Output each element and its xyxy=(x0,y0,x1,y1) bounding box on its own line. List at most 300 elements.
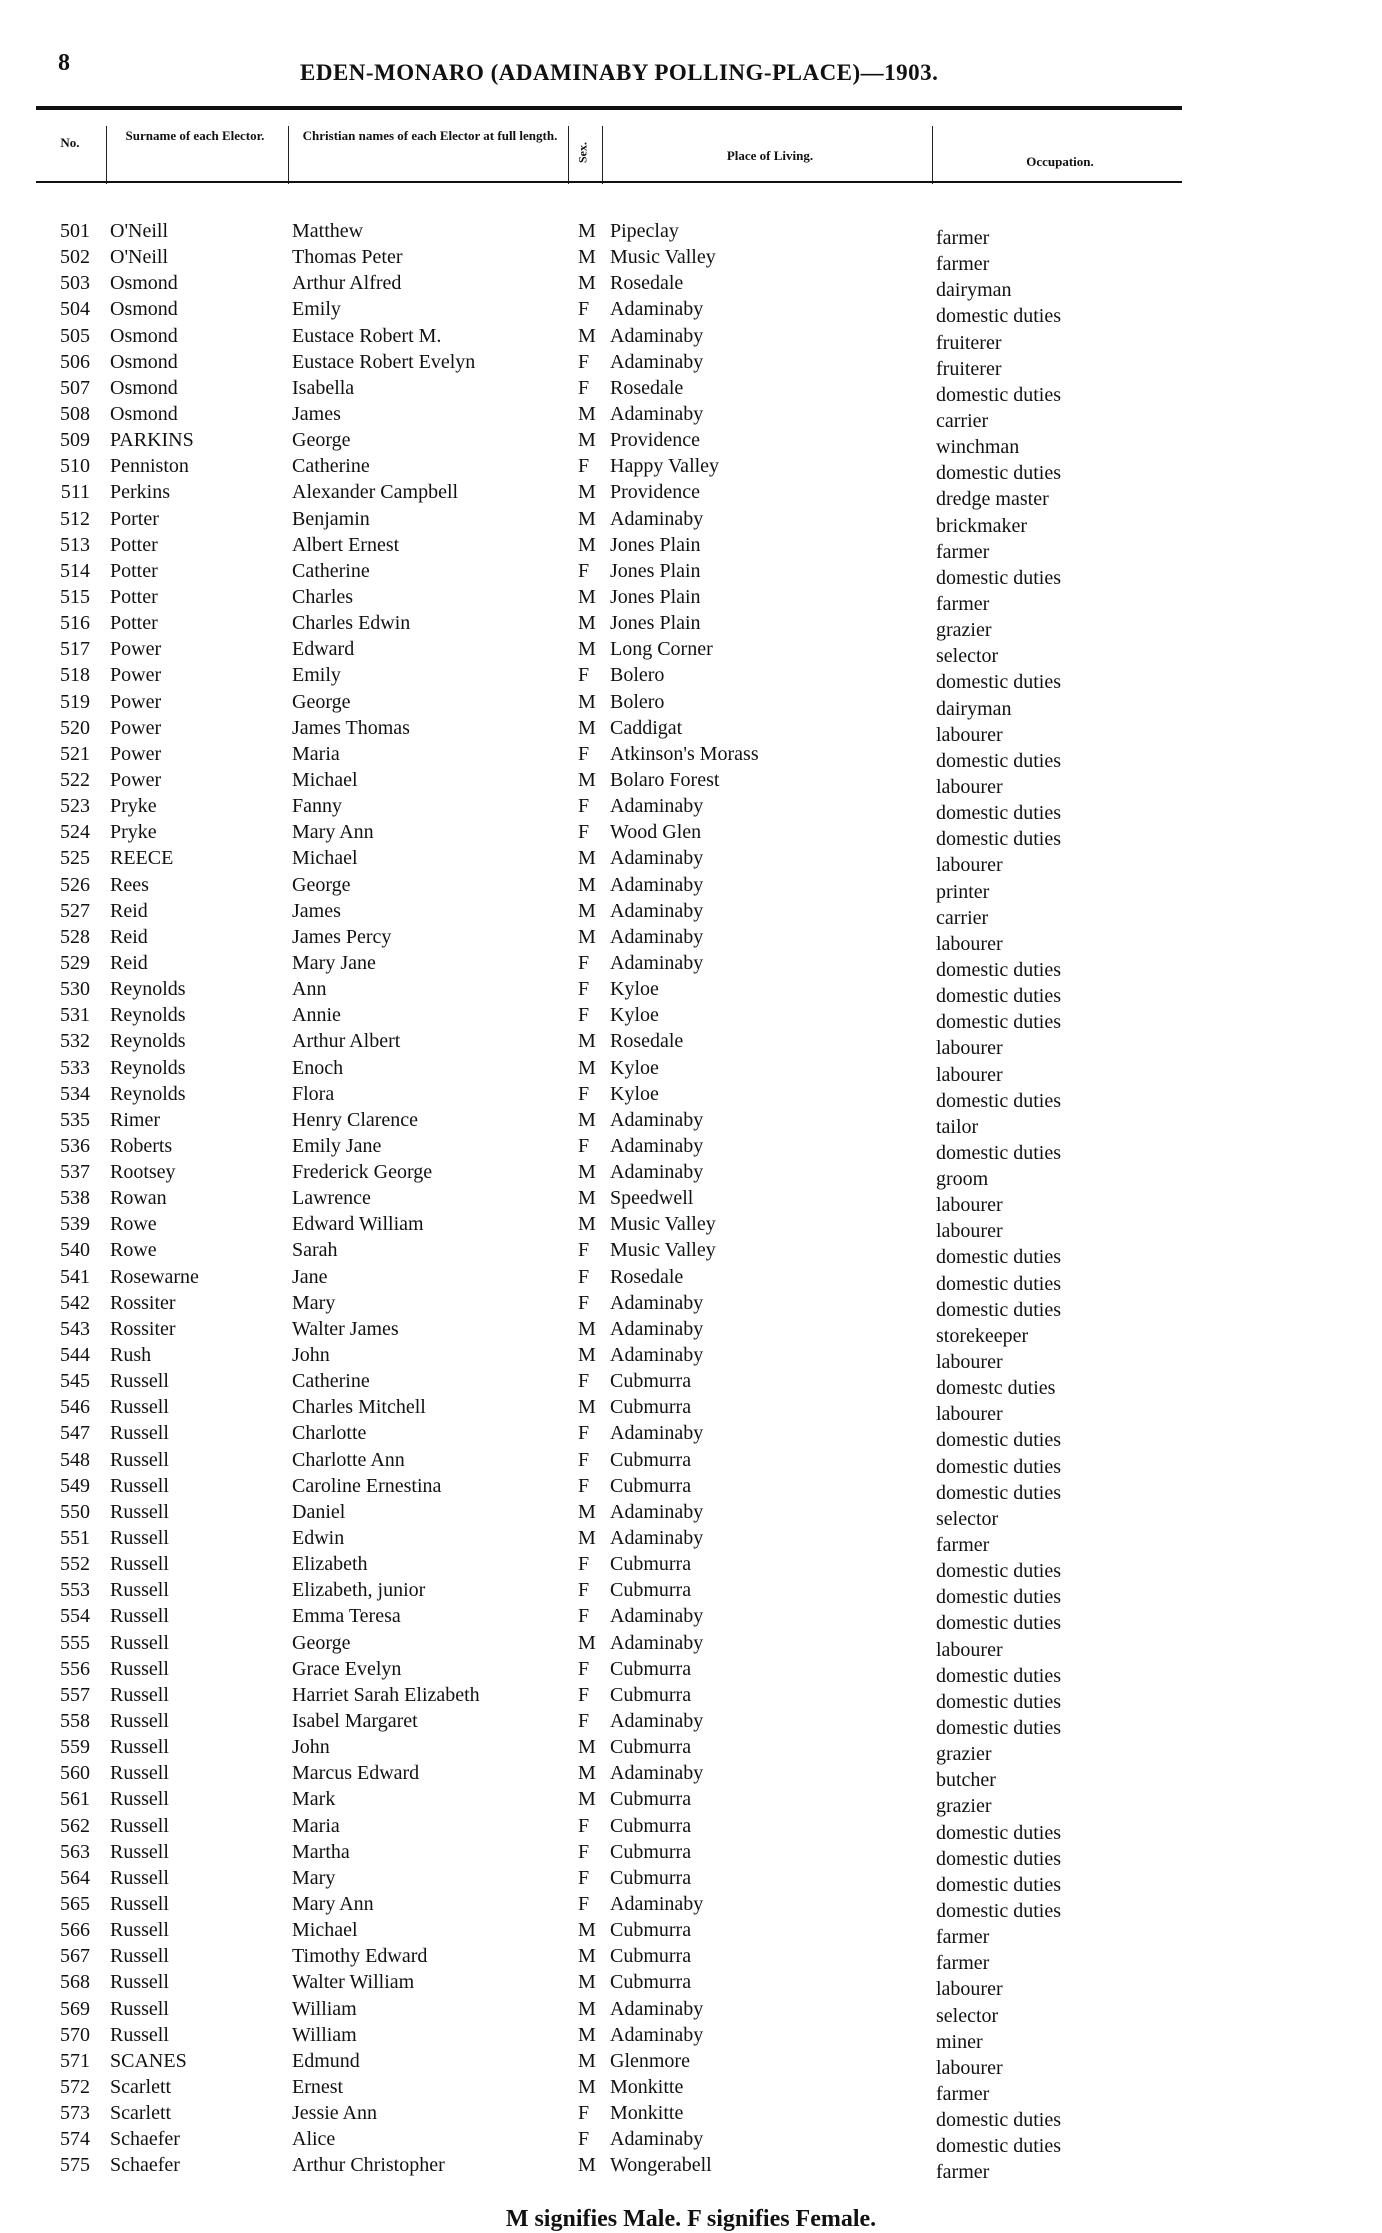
table-row xyxy=(0,1969,1382,2001)
elector-christian-names: Charles xyxy=(292,585,354,608)
table-row xyxy=(0,1002,1382,1034)
elector-christian-names: Edward xyxy=(292,638,355,661)
elector-occupation: farmer xyxy=(936,1534,990,1557)
elector-christian-names: Jessie Ann xyxy=(292,2102,377,2125)
elector-place-of-living: Cubmurra xyxy=(610,1657,692,1680)
elector-occupation: domestic duties xyxy=(936,383,1061,406)
elector-number: 525 xyxy=(60,847,90,870)
elector-surname: Russell xyxy=(110,1631,169,1654)
elector-number: 548 xyxy=(60,1448,90,1471)
elector-occupation: farmer xyxy=(936,227,990,249)
elector-surname: Roberts xyxy=(110,1134,173,1157)
elector-christian-names: Mary xyxy=(292,1291,336,1314)
elector-place-of-living: Adaminaby xyxy=(610,2128,704,2151)
elector-place-of-living: Adaminaby xyxy=(610,925,704,948)
elector-place-of-living: Adaminaby xyxy=(610,1134,704,1157)
elector-occupation: domestic duties xyxy=(936,1455,1061,1478)
elector-surname: Pryke xyxy=(110,821,157,844)
header-top-rule xyxy=(36,106,1182,110)
elector-number: 538 xyxy=(60,1187,90,1210)
elector-surname: Osmond xyxy=(110,376,178,399)
table-row xyxy=(0,872,1382,903)
elector-place-of-living: Monkitte xyxy=(610,2075,684,2098)
table-row xyxy=(0,2074,1382,2105)
elector-place-of-living: Adaminaby xyxy=(610,1631,704,1654)
elector-place-of-living: Adaminaby xyxy=(610,324,704,347)
elector-place-of-living: Kyloe xyxy=(610,1082,659,1105)
elector-christian-names: George xyxy=(292,873,351,896)
elector-surname: Reynolds xyxy=(110,1082,186,1105)
elector-sex: F xyxy=(578,1004,590,1027)
elector-number: 561 xyxy=(60,1788,90,1811)
elector-surname: Russell xyxy=(110,1370,169,1393)
elector-surname: Rossiter xyxy=(110,1317,176,1340)
elector-surname: Reynolds xyxy=(110,1056,186,1079)
elector-christian-names: Martha xyxy=(292,1840,350,1863)
elector-number: 553 xyxy=(60,1579,90,1602)
elector-surname: Russell xyxy=(110,1422,169,1445)
elector-number: 515 xyxy=(60,585,90,608)
elector-place-of-living: Rosedale xyxy=(610,1030,684,1053)
elector-number: 556 xyxy=(60,1657,90,1680)
elector-occupation: grazier xyxy=(936,619,992,642)
elector-occupation: domestic duties xyxy=(936,1821,1061,1844)
elector-occupation: selector xyxy=(936,645,999,668)
elector-place-of-living: Kyloe xyxy=(610,1056,659,1079)
elector-sex: F xyxy=(578,298,590,321)
elector-place-of-living: Adaminaby xyxy=(610,507,704,530)
table-row xyxy=(0,1943,1382,1975)
elector-place-of-living: Adaminaby xyxy=(610,1108,704,1131)
elector-number: 537 xyxy=(60,1161,90,1184)
elector-occupation: domestc duties xyxy=(936,1377,1056,1400)
elector-christian-names: Mark xyxy=(292,1788,336,1811)
elector-number: 532 xyxy=(60,1030,90,1053)
elector-surname: Reynolds xyxy=(110,1004,186,1027)
elector-christian-names: Arthur Albert xyxy=(292,1030,401,1053)
elector-place-of-living: Bolero xyxy=(610,664,665,687)
table-row xyxy=(0,1786,1382,1818)
elector-occupation: labourer xyxy=(936,723,1003,746)
elector-sex: F xyxy=(578,455,590,478)
table-row xyxy=(0,349,1382,380)
elector-christian-names: Annie xyxy=(292,1004,341,1027)
elector-number: 566 xyxy=(60,1919,90,1942)
elector-surname: Rowan xyxy=(110,1187,167,1210)
elector-surname: Potter xyxy=(110,585,158,608)
elector-place-of-living: Adaminaby xyxy=(610,1161,704,1184)
elector-sex: M xyxy=(578,507,596,530)
elector-occupation: labourer xyxy=(936,1978,1003,2001)
elector-surname: Rosewarne xyxy=(110,1265,199,1288)
elector-christian-names: Catherine xyxy=(292,1370,370,1393)
elector-number: 555 xyxy=(60,1631,90,1654)
elector-place-of-living: Rosedale xyxy=(610,272,684,295)
elector-christian-names: Alice xyxy=(292,2128,336,2151)
table-row xyxy=(0,218,1382,249)
table-row xyxy=(0,2048,1382,2079)
elector-number: 522 xyxy=(60,768,90,791)
elector-sex: M xyxy=(578,2049,596,2072)
elector-surname: Rush xyxy=(110,1344,152,1367)
table-row xyxy=(0,427,1382,459)
elector-occupation: labourer xyxy=(936,1063,1003,1086)
elector-occupation: labourer xyxy=(936,775,1003,798)
elector-number: 572 xyxy=(60,2075,90,2098)
table-row xyxy=(0,1368,1382,1400)
elector-sex: F xyxy=(578,742,590,765)
elector-occupation: labourer xyxy=(936,1403,1003,1426)
elector-surname: Russell xyxy=(110,1710,169,1733)
elector-sex: F xyxy=(578,1657,590,1680)
elector-sex: M xyxy=(578,1736,596,1759)
table-row xyxy=(0,1185,1382,1217)
elector-occupation: farmer xyxy=(936,1926,990,1949)
elector-number: 534 xyxy=(60,1082,90,1105)
table-row xyxy=(0,558,1382,589)
elector-sex: F xyxy=(578,1840,590,1863)
table-row xyxy=(0,1342,1382,1374)
column-separator xyxy=(602,126,603,184)
elector-surname: Russell xyxy=(110,1866,169,1889)
elector-number: 564 xyxy=(60,1866,90,1889)
table-row xyxy=(0,2152,1382,2184)
elector-surname: Russell xyxy=(110,1814,169,1837)
elector-occupation: domestic duties xyxy=(936,305,1061,328)
elector-occupation: grazier xyxy=(936,1743,992,1766)
table-row xyxy=(0,375,1382,406)
elector-sex: M xyxy=(578,272,596,295)
elector-occupation: farmer xyxy=(936,540,990,563)
table-row xyxy=(0,1420,1382,1452)
elector-christian-names: Emily xyxy=(292,664,341,687)
elector-place-of-living: Kyloe xyxy=(610,1004,659,1027)
table-row xyxy=(0,296,1382,328)
elector-occupation: tailor xyxy=(936,1115,979,1138)
elector-occupation: labourer xyxy=(936,1638,1003,1661)
elector-number: 540 xyxy=(60,1239,90,1262)
elector-sex: F xyxy=(578,1082,590,1105)
elector-number: 512 xyxy=(60,507,90,530)
table-row xyxy=(0,662,1382,694)
elector-sex: M xyxy=(578,585,596,608)
elector-christian-names: Walter William xyxy=(292,1971,415,1994)
elector-number: 539 xyxy=(60,1213,90,1236)
elector-occupation: labourer xyxy=(936,1037,1003,1060)
elector-sex: M xyxy=(578,1971,596,1994)
elector-christian-names: Caroline Ernestina xyxy=(292,1474,442,1497)
elector-christian-names: John xyxy=(292,1344,330,1367)
elector-surname: Russell xyxy=(110,1474,169,1497)
elector-sex: M xyxy=(578,1500,596,1523)
elector-place-of-living: Adaminaby xyxy=(610,873,704,896)
elector-sex: M xyxy=(578,1396,596,1419)
table-row xyxy=(0,453,1382,485)
elector-occupation: domestic duties xyxy=(936,1690,1061,1713)
elector-sex: F xyxy=(578,1239,590,1262)
elector-occupation: domestic duties xyxy=(936,828,1061,851)
elector-christian-names: Henry Clarence xyxy=(292,1108,419,1131)
elector-christian-names: Elizabeth xyxy=(292,1553,368,1576)
elector-sex: F xyxy=(578,350,590,373)
elector-sex: M xyxy=(578,690,596,713)
elector-place-of-living: Long Corner xyxy=(610,638,713,661)
elector-number: 535 xyxy=(60,1108,90,1131)
elector-number: 502 xyxy=(60,246,90,269)
elector-sex: F xyxy=(578,1291,590,1314)
elector-sex: F xyxy=(578,2102,590,2125)
elector-christian-names: Michael xyxy=(292,1919,358,1942)
elector-place-of-living: Adaminaby xyxy=(610,1527,704,1550)
table-row xyxy=(0,1081,1382,1112)
elector-sex: M xyxy=(578,638,596,661)
elector-number: 505 xyxy=(60,324,90,347)
elector-place-of-living: Cubmurra xyxy=(610,1814,692,1837)
elector-place-of-living: Adaminaby xyxy=(610,795,704,818)
elector-surname: SCANES xyxy=(110,2049,187,2072)
elector-christian-names: Isabella xyxy=(292,376,355,399)
elector-number: 504 xyxy=(60,298,90,321)
elector-place-of-living: Providence xyxy=(610,481,700,504)
table-row xyxy=(0,1917,1382,1949)
elector-place-of-living: Pipeclay xyxy=(610,220,679,242)
header-occupation: Occupation. xyxy=(1026,154,1094,169)
elector-occupation: labourer xyxy=(936,932,1003,955)
elector-sex: F xyxy=(578,795,590,818)
elector-number: 571 xyxy=(60,2049,90,2072)
elector-christian-names: Isabel Margaret xyxy=(292,1710,418,1733)
elector-number: 546 xyxy=(60,1396,90,1419)
elector-number: 562 xyxy=(60,1814,90,1837)
elector-number: 523 xyxy=(60,795,90,818)
table-row xyxy=(0,1028,1382,1060)
elector-sex: F xyxy=(578,1814,590,1837)
elector-occupation: farmer xyxy=(936,2161,990,2184)
page-title: EDEN-MONARO (ADAMINABY POLLING-PLACE)—1903. xyxy=(300,60,939,85)
elector-place-of-living: Cubmurra xyxy=(610,1396,692,1419)
elector-sex: F xyxy=(578,1710,590,1733)
elector-christian-names: Catherine xyxy=(292,455,370,478)
elector-christian-names: William xyxy=(292,1997,357,2020)
elector-number: 524 xyxy=(60,821,90,844)
elector-number: 521 xyxy=(60,742,90,765)
elector-sex: M xyxy=(578,1997,596,2020)
table-row xyxy=(0,1159,1382,1191)
elector-occupation: domestic duties xyxy=(936,1873,1061,1896)
elector-number: 545 xyxy=(60,1370,90,1393)
elector-christian-names: Edmund xyxy=(292,2049,360,2072)
column-separator xyxy=(288,126,289,184)
elector-christian-names: Harriet Sarah Elizabeth xyxy=(292,1683,480,1706)
elector-occupation: domestic duties xyxy=(936,1141,1061,1164)
table-row xyxy=(0,1107,1382,1138)
elector-number: 501 xyxy=(60,220,90,242)
elector-christian-names: Fanny xyxy=(292,795,342,818)
elector-number: 575 xyxy=(60,2154,90,2177)
table-row xyxy=(0,1839,1382,1870)
elector-christian-names: Thomas Peter xyxy=(292,246,403,269)
header-no: No. xyxy=(60,135,80,150)
elector-christian-names: Lawrence xyxy=(292,1187,371,1210)
elector-number: 527 xyxy=(60,899,90,922)
elector-number: 544 xyxy=(60,1344,90,1367)
elector-sex: M xyxy=(578,716,596,739)
elector-sex: M xyxy=(578,2154,596,2177)
elector-sex: F xyxy=(578,1422,590,1445)
elector-christian-names: Alexander Campbell xyxy=(292,481,459,504)
table-row xyxy=(0,1290,1382,1321)
table-row xyxy=(0,793,1382,825)
elector-sex: M xyxy=(578,1187,596,1210)
elector-number: 558 xyxy=(60,1710,90,1733)
table-row xyxy=(0,1682,1382,1713)
table-row xyxy=(0,1656,1382,1687)
electors-list xyxy=(0,218,1382,2184)
elector-sex: M xyxy=(578,1161,596,1184)
elector-place-of-living: Atkinson's Morass xyxy=(610,742,759,765)
elector-christian-names: Michael xyxy=(292,768,358,791)
elector-surname: Russell xyxy=(110,1605,169,1628)
elector-place-of-living: Adaminaby xyxy=(610,1710,704,1733)
table-row xyxy=(0,506,1382,537)
elector-surname: Osmond xyxy=(110,298,178,321)
elector-place-of-living: Bolero xyxy=(610,690,665,713)
header-christian-names: Christian names of each Elector at full length. xyxy=(302,128,558,143)
elector-occupation: domestic duties xyxy=(936,1272,1061,1295)
elector-occupation: domestic duties xyxy=(936,1612,1061,1635)
elector-occupation: dredge master xyxy=(936,488,1049,511)
elector-surname: Power xyxy=(110,690,162,713)
elector-occupation: labourer xyxy=(936,2056,1003,2079)
elector-christian-names: James xyxy=(292,899,341,922)
elector-christian-names: Benjamin xyxy=(292,507,370,530)
elector-sex: M xyxy=(578,1056,596,1079)
elector-number: 511 xyxy=(60,481,90,504)
elector-christian-names: Enoch xyxy=(292,1056,344,1079)
elector-surname: Power xyxy=(110,664,162,687)
elector-christian-names: Edward William xyxy=(292,1213,424,1236)
table-row xyxy=(0,1525,1382,1557)
elector-sex: F xyxy=(578,951,590,974)
elector-number: 557 xyxy=(60,1683,90,1706)
elector-sex: F xyxy=(578,1474,590,1497)
elector-surname: Potter xyxy=(110,559,158,582)
table-row xyxy=(0,244,1382,276)
elector-surname: Schaefer xyxy=(110,2154,180,2177)
table-row xyxy=(0,1996,1382,2027)
table-row xyxy=(0,532,1382,563)
elector-occupation: farmer xyxy=(936,2082,990,2105)
elector-christian-names: Charles Edwin xyxy=(292,612,411,635)
elector-number: 543 xyxy=(60,1317,90,1340)
elector-surname: O'Neill xyxy=(110,220,169,242)
elector-surname: Scarlett xyxy=(110,2075,172,2098)
elector-surname: Osmond xyxy=(110,324,178,347)
table-row xyxy=(0,845,1382,877)
elector-sex: M xyxy=(578,847,596,870)
elector-place-of-living: Cubmurra xyxy=(610,1736,692,1759)
elector-number: 516 xyxy=(60,612,90,635)
elector-christian-names: Arthur Alfred xyxy=(292,272,402,295)
elector-place-of-living: Adaminaby xyxy=(610,1317,704,1340)
elector-surname: Scarlett xyxy=(110,2102,172,2125)
table-row xyxy=(0,767,1382,798)
elector-place-of-living: Adaminaby xyxy=(610,1762,704,1785)
elector-number: 507 xyxy=(60,376,90,399)
elector-occupation: brickmaker xyxy=(936,514,1028,537)
elector-place-of-living: Monkitte xyxy=(610,2102,684,2125)
table-row xyxy=(0,950,1382,981)
column-separator xyxy=(106,126,107,184)
elector-sex: M xyxy=(578,612,596,635)
elector-sex: M xyxy=(578,1030,596,1053)
elector-surname: Power xyxy=(110,716,162,739)
table-row xyxy=(0,1447,1382,1478)
elector-number: 531 xyxy=(60,1004,90,1027)
elector-place-of-living: Music Valley xyxy=(610,246,716,269)
elector-sex: F xyxy=(578,1265,590,1288)
elector-occupation: domestic duties xyxy=(936,1664,1061,1687)
elector-occupation: butcher xyxy=(936,1769,996,1792)
elector-place-of-living: Music Valley xyxy=(610,1239,716,1262)
elector-surname: Osmond xyxy=(110,350,178,373)
elector-place-of-living: Jones Plain xyxy=(610,533,701,556)
elector-sex: F xyxy=(578,821,590,844)
elector-number: 567 xyxy=(60,1945,90,1968)
elector-christian-names: Matthew xyxy=(292,220,364,242)
elector-number: 513 xyxy=(60,533,90,556)
elector-place-of-living: Cubmurra xyxy=(610,1945,692,1968)
elector-place-of-living: Rosedale xyxy=(610,1265,684,1288)
table-row xyxy=(0,270,1382,302)
elector-sex: M xyxy=(578,481,596,504)
elector-surname: Rimer xyxy=(110,1108,160,1131)
elector-occupation: grazier xyxy=(936,1795,992,1818)
elector-surname: Pryke xyxy=(110,795,157,818)
elector-sex: F xyxy=(578,1370,590,1393)
elector-occupation: domestic duties xyxy=(936,566,1061,589)
elector-number: 569 xyxy=(60,1997,90,2020)
elector-occupation: labourer xyxy=(936,854,1003,877)
elector-sex: F xyxy=(578,664,590,687)
table-row xyxy=(0,1316,1382,1347)
elector-place-of-living: Jones Plain xyxy=(610,585,701,608)
elector-occupation: fruiterer xyxy=(936,331,1002,354)
elector-surname: Reynolds xyxy=(110,978,186,1001)
table-row xyxy=(0,1603,1382,1635)
elector-sex: M xyxy=(578,899,596,922)
elector-surname: Russell xyxy=(110,1396,169,1419)
table-row xyxy=(0,741,1382,772)
elector-christian-names: Emma Teresa xyxy=(292,1605,401,1628)
elector-sex: M xyxy=(578,1945,596,1968)
elector-number: 574 xyxy=(60,2128,90,2151)
elector-place-of-living: Adaminaby xyxy=(610,1291,704,1314)
elector-christian-names: Emily xyxy=(292,298,341,321)
elector-place-of-living: Glenmore xyxy=(610,2049,690,2072)
elector-number: 514 xyxy=(60,559,90,582)
table-row xyxy=(0,636,1382,668)
elector-surname: Reid xyxy=(110,925,148,948)
elector-place-of-living: Adaminaby xyxy=(610,1422,704,1445)
elector-sex: M xyxy=(578,1317,596,1340)
elector-surname: Potter xyxy=(110,533,158,556)
table-row xyxy=(0,1133,1382,1164)
elector-christian-names: Eustace Robert Evelyn xyxy=(292,350,476,373)
elector-occupation: domestic duties xyxy=(936,462,1061,485)
elector-christian-names: Mary xyxy=(292,1866,336,1889)
elector-number: 503 xyxy=(60,272,90,295)
